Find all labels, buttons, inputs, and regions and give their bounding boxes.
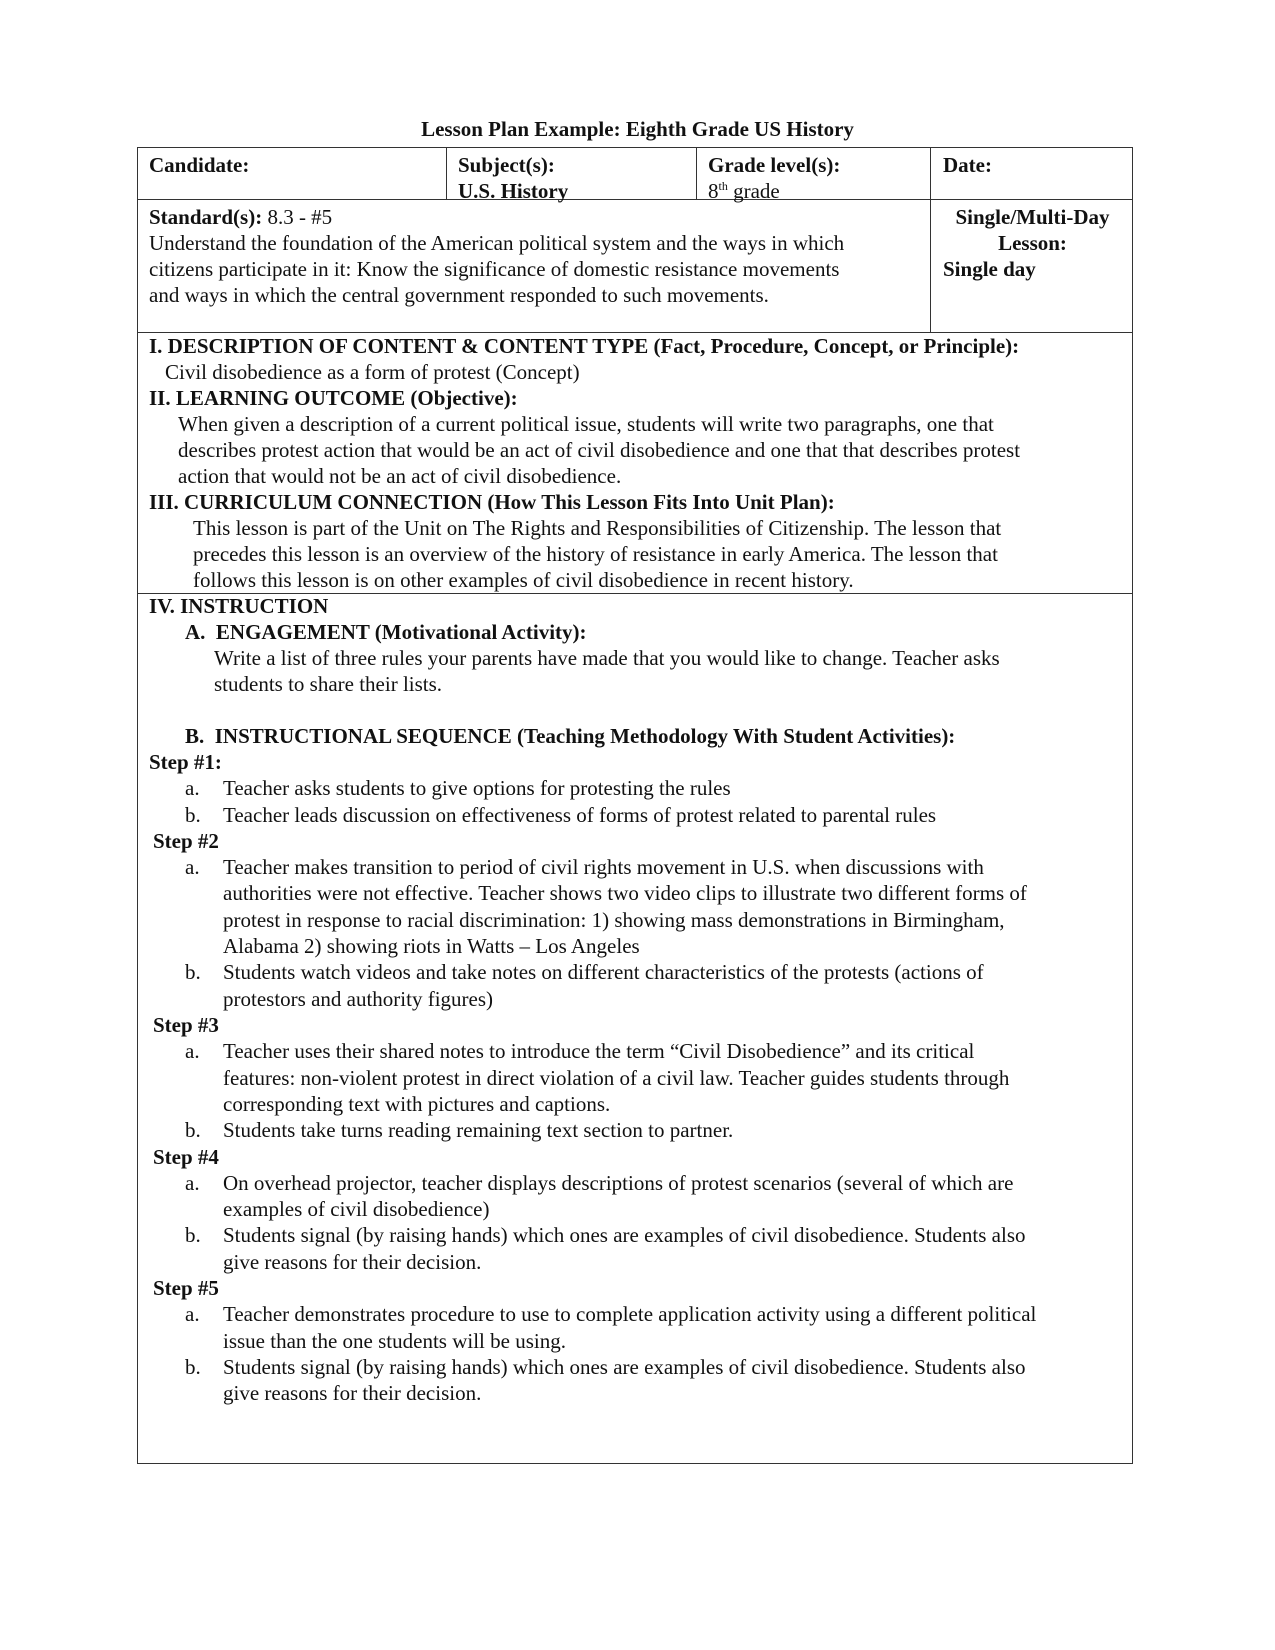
section-2-line: describes protest action that would be an act of civil disobedience and one that that describes protest	[178, 438, 1021, 462]
grade-label: Grade level(s):	[708, 153, 841, 177]
step-item-text	[223, 1301, 1128, 1354]
step-item-text	[223, 959, 1128, 1012]
page-title: Lesson Plan Example: Eighth Grade US History	[421, 117, 854, 141]
subject-value: U.S. History	[458, 179, 569, 203]
row-divider	[138, 199, 1132, 200]
step-item-line: give reasons for their decision.	[223, 1249, 482, 1274]
standard-heading	[149, 204, 919, 230]
step-item-text	[223, 802, 1128, 828]
col-divider	[446, 148, 447, 200]
lesson-type-label: Single/Multi-Day	[955, 205, 1110, 229]
subject-cell	[458, 152, 568, 204]
standard-label: Standard(s):	[149, 205, 263, 229]
step-item-text	[223, 775, 1128, 801]
step-item-text	[223, 854, 1128, 959]
date-label: Date:	[943, 153, 992, 177]
step-item-marker: a.	[185, 855, 200, 880]
step-label: Step #2	[153, 828, 219, 853]
step-item-line: Teacher makes transition to period of civil rights movement in U.S. when discussions with	[223, 855, 984, 880]
step-item-line: Students signal (by raising hands) which ones are examples of civil disobedience. Students also	[223, 1223, 1026, 1248]
col-divider	[696, 148, 697, 200]
standard-line: Understand the foundation of the American political system and the ways in which	[149, 231, 845, 255]
step-item-line: give reasons for their decision.	[223, 1381, 482, 1406]
grade-number: 8	[708, 179, 719, 203]
step-label: Step #5	[153, 1276, 219, 1300]
lesson-type-value: Single day	[943, 257, 1036, 281]
lesson-type-label: Lesson:	[998, 231, 1067, 255]
section-3-line: precedes this lesson is an overview of the history of resistance in early America. The lesson that	[193, 542, 998, 566]
step-item-text	[223, 1222, 1128, 1275]
grade-value	[708, 178, 840, 204]
step-item-text	[223, 1170, 1128, 1223]
lesson-type-cell	[931, 204, 1134, 256]
step-item-line: protest in response to racial discrimination: 1) showing mass demonstrations in Birmingham,	[223, 907, 1005, 932]
step-item-line: features: non-violent protest in direct violation of a civil law. Teacher guides students through	[223, 1065, 1010, 1090]
step-item-line: Students signal (by raising hands) which ones are examples of civil disobedience. Students also	[223, 1354, 1026, 1379]
engagement-line: Write a list of three rules your parents have made that you would like to change. Teacher asks	[214, 646, 1000, 670]
section-2-line: action that would not be an act of civil disobedience.	[178, 464, 622, 488]
instruction-heading: IV. INSTRUCTION	[149, 594, 329, 618]
section-1-text: Civil disobedience as a form of protest (Concept)	[165, 360, 580, 384]
standard-cell	[149, 204, 919, 308]
step-item-marker: a.	[185, 1302, 200, 1327]
section-3-line: This lesson is part of the Unit on The Rights and Responsibilities of Citizenship. The lesson that	[193, 516, 1002, 540]
step-item-line: issue than the one students will be using.	[223, 1328, 566, 1353]
step-item-line: examples of civil disobedience)	[223, 1197, 490, 1222]
sequence-heading: B. INSTRUCTIONAL SEQUENCE (Teaching Methodology With Student Activities):	[185, 724, 956, 748]
step-item-text	[223, 1038, 1128, 1117]
engagement-heading: A. ENGAGEMENT (Motivational Activity):	[185, 620, 587, 644]
step-item-line: Alabama 2) showing riots in Watts – Los Angeles	[223, 934, 640, 959]
standard-line: and ways in which the central government responded to such movements.	[149, 283, 769, 307]
step-item-line: Teacher demonstrates procedure to use to complete application activity using a different political	[223, 1302, 1037, 1327]
step-label: Step #4	[153, 1144, 219, 1169]
standard-code: 8.3 - #5	[262, 205, 333, 229]
step-item-line: Teacher leads discussion on effectiveness of forms of protest related to parental rules	[223, 802, 937, 827]
step-item-line: Teacher uses their shared notes to introduce the term “Civil Disobedience” and its critical	[223, 1039, 975, 1064]
step-item-line: authorities were not effective. Teacher shows two video clips to illustrate two different forms of	[223, 881, 1027, 906]
lesson-plan-table	[137, 147, 1133, 1464]
step-item-marker: b.	[185, 1354, 201, 1379]
step-item-marker: a.	[185, 1039, 200, 1064]
step-item-marker: b.	[185, 960, 201, 985]
step-item-line: corresponding text with pictures and captions.	[223, 1091, 611, 1116]
step-item-marker: a.	[185, 776, 200, 801]
step-item-line: On overhead projector, teacher displays descriptions of protest scenarios (several of which are	[223, 1170, 1014, 1195]
section-3-line: follows this lesson is on other examples of civil disobedience in recent history.	[193, 568, 854, 592]
standard-line: citizens participate in it: Know the significance of domestic resistance movements	[149, 257, 840, 281]
step-item-line: protestors and authority figures)	[223, 986, 494, 1011]
step-item-line: Teacher asks students to give options for protesting the rules	[223, 776, 731, 801]
step-item-line: Students watch videos and take notes on different characteristics of the protests (actions of	[223, 960, 984, 985]
section-1-heading: I. DESCRIPTION OF CONTENT & CONTENT TYPE (Fact, Procedure, Concept, or Principle):	[149, 334, 1020, 358]
engagement-line: students to share their lists.	[214, 672, 443, 696]
grade-cell	[708, 152, 840, 204]
step-label: Step #3	[153, 1013, 219, 1037]
section-3-heading: III. CURRICULUM CONNECTION (How This Lesson Fits Into Unit Plan):	[149, 490, 835, 514]
subject-label: Subject(s):	[458, 153, 555, 177]
step-label: Step #1:	[149, 750, 222, 774]
step-item-marker: b.	[185, 802, 201, 827]
grade-suffix-sup: th	[718, 179, 728, 193]
step-item-marker: a.	[185, 1170, 200, 1195]
section-2-line: When given a description of a current political issue, students will write two paragraphs, one that	[178, 412, 994, 436]
candidate-label: Candidate:	[149, 153, 250, 177]
step-item-text	[223, 1354, 1128, 1407]
step-item-marker: b.	[185, 1118, 201, 1143]
step-item-line: Students take turns reading remaining text section to partner.	[223, 1118, 734, 1143]
section-2-heading: II. LEARNING OUTCOME (Objective):	[149, 386, 518, 410]
step-item-text	[223, 1117, 1128, 1143]
step-item-marker: b.	[185, 1223, 201, 1248]
grade-suffix: grade	[727, 179, 780, 203]
